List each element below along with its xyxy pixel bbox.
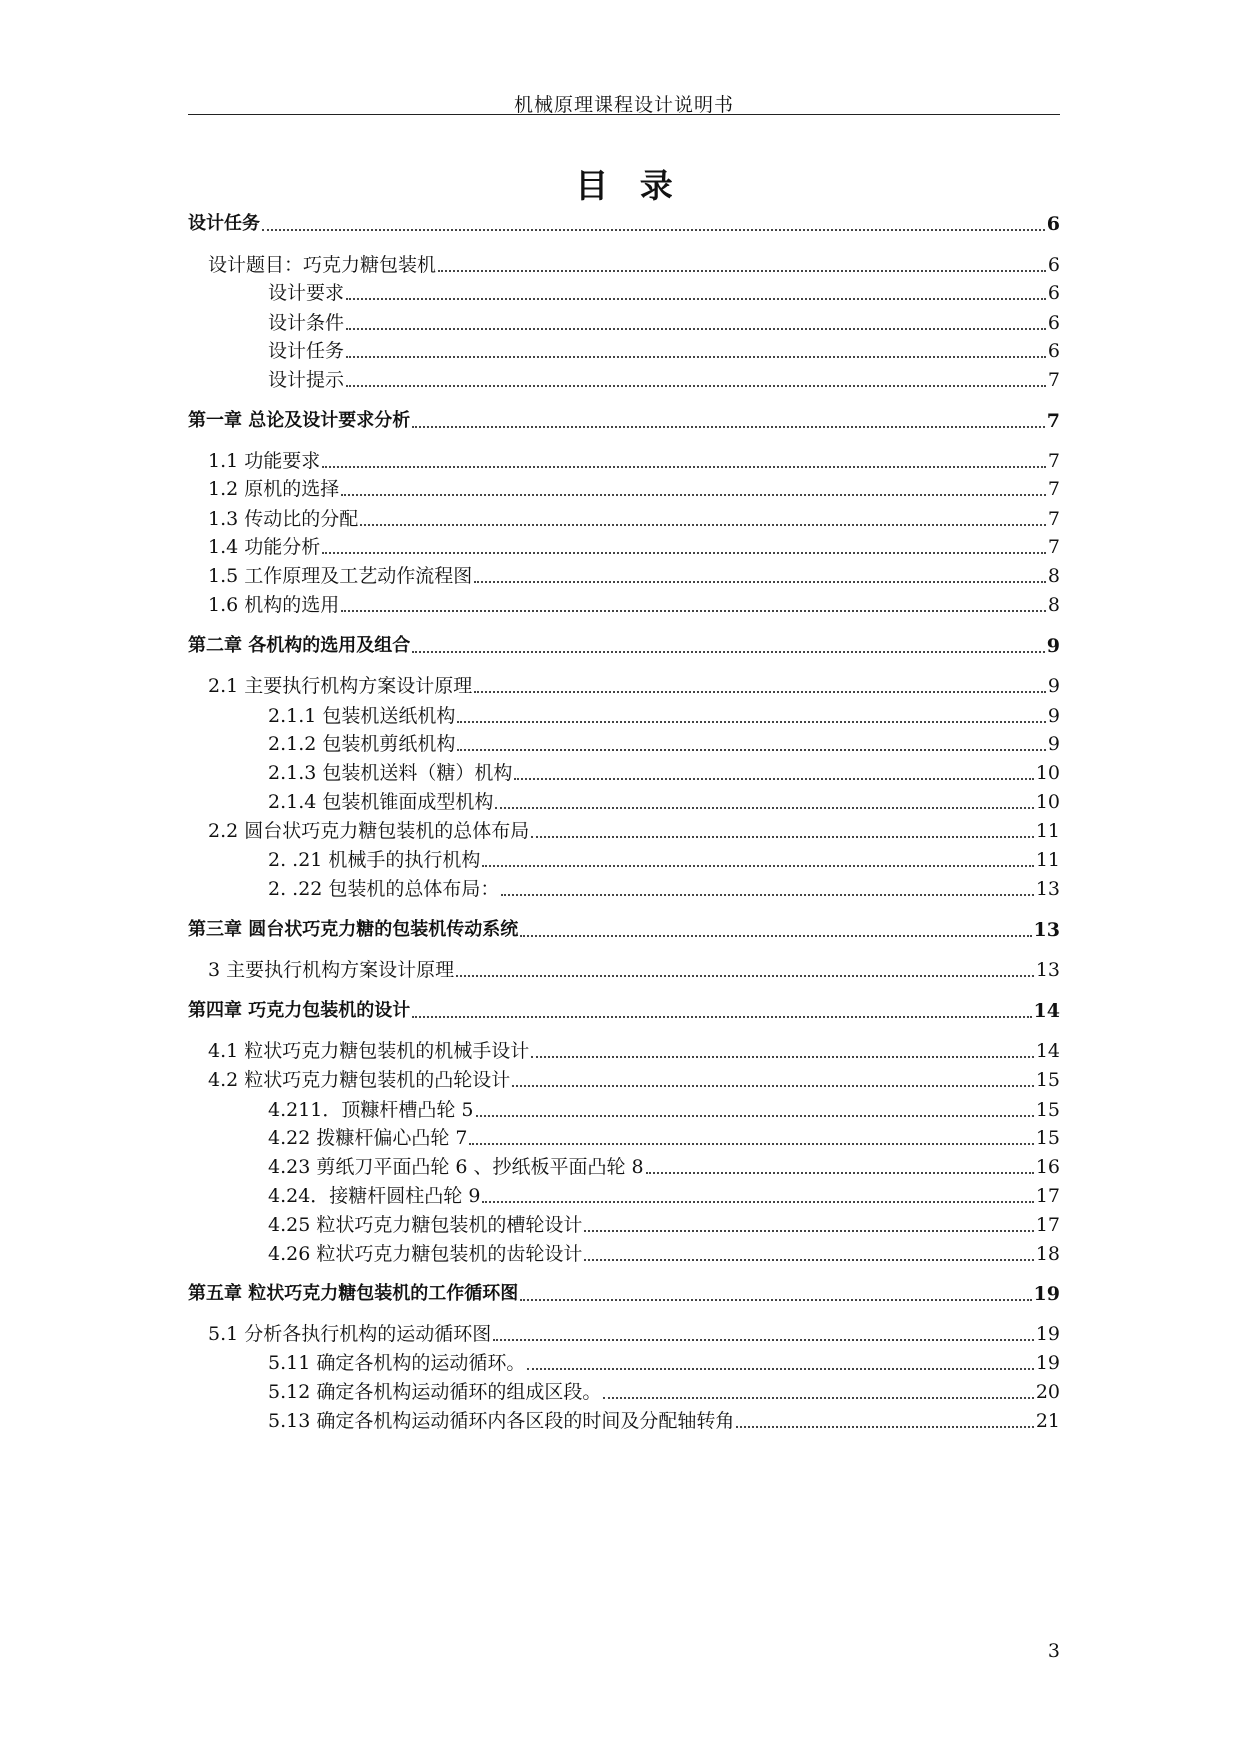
toc-entry-label: 4.22 拨糠杆偏心凸轮 7 xyxy=(268,1127,468,1149)
toc-entry-page: 15 xyxy=(1035,1099,1060,1121)
toc-entry-page: 6 xyxy=(1047,254,1060,276)
dot-leader xyxy=(584,1229,1033,1232)
dot-leader xyxy=(514,777,1033,780)
toc-entry-page: 13 xyxy=(1035,959,1060,981)
toc-entry-page: 7 xyxy=(1047,508,1060,530)
dot-leader xyxy=(736,1425,1033,1428)
toc-entry-label: 4.25 粒状巧克力糖包装机的槽轮设计 xyxy=(268,1214,583,1236)
toc-title: 目 录 xyxy=(575,166,673,205)
dot-leader xyxy=(262,228,1045,231)
toc-entry[interactable] xyxy=(188,557,1060,587)
toc-entry-label: 2.1.1 包装机送纸机构 xyxy=(268,705,456,727)
toc-entry-page: 19 xyxy=(1035,1352,1060,1374)
toc-entry[interactable] xyxy=(188,754,1060,784)
toc-entry-page: 14 xyxy=(1035,1040,1060,1062)
toc-entry-page: 13 xyxy=(1035,878,1060,900)
toc-entry-label: 1.3 传动比的分配 xyxy=(208,508,359,530)
dot-leader xyxy=(346,297,1046,300)
dot-leader xyxy=(512,1084,1034,1087)
toc-entry-page: 18 xyxy=(1035,1243,1060,1265)
toc-entry[interactable] xyxy=(188,500,1060,530)
toc-entry-label: 设计题目：巧克力糖包装机 xyxy=(208,254,437,276)
header-rule xyxy=(188,114,1060,115)
toc-entry-label: 第五章 粒状巧克力糖包装机的工作循环图 xyxy=(188,1283,519,1304)
dot-leader xyxy=(646,1171,1034,1174)
toc-entry-page: 14 xyxy=(1033,1000,1060,1022)
toc-entry-page: 6 xyxy=(1047,282,1060,304)
toc-entry-label: 2.1.4 包装机锥面成型机构 xyxy=(268,791,494,813)
toc-entry[interactable] xyxy=(188,697,1060,727)
toc-entry[interactable] xyxy=(188,586,1060,616)
toc-entry-page: 17 xyxy=(1035,1185,1060,1207)
dot-leader xyxy=(482,1200,1033,1203)
toc-entry[interactable] xyxy=(188,1091,1060,1121)
toc-entry[interactable] xyxy=(188,1315,1060,1345)
toc-entry-label: 5.13 确定各机构运动循环内各区段的时间及分配轴转角 xyxy=(268,1410,735,1432)
toc-entry[interactable] xyxy=(188,1177,1060,1207)
toc-entry-page: 17 xyxy=(1035,1214,1060,1236)
toc-entry-page: 11 xyxy=(1035,820,1060,842)
toc-entry-page: 10 xyxy=(1035,762,1060,784)
dot-leader xyxy=(493,1338,1034,1341)
toc-entry-label: 4.24．接糖杆圆柱凸轮 9 xyxy=(268,1185,481,1207)
toc-entry[interactable] xyxy=(188,841,1060,871)
toc-entry[interactable] xyxy=(188,246,1060,276)
dot-leader xyxy=(531,1055,1034,1058)
toc-entry-page: 16 xyxy=(1035,1156,1060,1178)
toc-entry-label: 5.12 确定各机构运动循环的组成区段。 xyxy=(268,1381,602,1403)
dot-leader xyxy=(584,1258,1033,1261)
toc-entry-label: 2.1.3 包装机送料（糖）机构 xyxy=(268,762,513,784)
toc-entry[interactable] xyxy=(188,1148,1060,1178)
toc-entry-page: 15 xyxy=(1035,1127,1060,1149)
toc-entry-page: 8 xyxy=(1047,594,1060,616)
toc-entry[interactable] xyxy=(188,470,1060,500)
toc-chapter-entry[interactable] xyxy=(188,911,1060,941)
toc-entry-page: 20 xyxy=(1035,1381,1060,1403)
toc-entry-page: 15 xyxy=(1035,1069,1060,1091)
toc-chapter-entry[interactable] xyxy=(188,627,1060,657)
dot-leader xyxy=(412,650,1045,653)
toc-entry-label: 4.211．顶糠杆槽凸轮 5 xyxy=(268,1099,474,1121)
dot-leader xyxy=(360,523,1046,526)
toc-entry-page: 7 xyxy=(1047,369,1060,391)
toc-chapter-entry[interactable] xyxy=(188,1275,1060,1305)
toc-entry[interactable] xyxy=(188,1235,1060,1265)
toc-entry[interactable] xyxy=(188,274,1060,304)
toc-entry[interactable] xyxy=(188,1032,1060,1062)
toc-entry-label: 2. .22 包装机的总体布局： xyxy=(268,878,500,900)
toc-entry-page: 8 xyxy=(1047,565,1060,587)
dot-leader xyxy=(457,748,1046,751)
toc-entry-label: 设计任务 xyxy=(268,340,345,362)
toc-entry[interactable] xyxy=(188,812,1060,842)
dot-leader xyxy=(520,1298,1031,1301)
dot-leader xyxy=(346,355,1046,358)
toc-entry[interactable] xyxy=(188,870,1060,900)
toc-chapter-entry[interactable] xyxy=(188,992,1060,1022)
toc-entry-page: 6 xyxy=(1046,213,1060,235)
toc-entry-label: 1.2 原机的选择 xyxy=(208,478,340,500)
toc-entry-label: 1.5 工作原理及工艺动作流程图 xyxy=(208,565,473,587)
dot-leader xyxy=(456,974,1034,977)
running-header: 机械原理课程设计说明书 xyxy=(513,94,734,116)
toc-entry-page: 7 xyxy=(1047,450,1060,472)
dot-leader xyxy=(346,327,1046,330)
toc-entry-label: 设计任务 xyxy=(188,213,260,234)
dot-leader xyxy=(438,269,1046,272)
dot-leader xyxy=(531,835,1034,838)
toc-entry-label: 设计提示 xyxy=(268,369,345,391)
dot-leader xyxy=(482,864,1033,867)
dot-leader xyxy=(322,551,1046,554)
toc-entry-page: 9 xyxy=(1047,705,1060,727)
toc-entry-page: 7 xyxy=(1047,478,1060,500)
toc-entry[interactable] xyxy=(188,1402,1060,1432)
dot-leader xyxy=(474,690,1046,693)
toc-entry-label: 第四章 巧克力包装机的设计 xyxy=(188,1000,411,1021)
toc-entry-label: 1.1 功能要求 xyxy=(208,450,321,472)
toc-entry-page: 13 xyxy=(1033,919,1060,941)
toc-entry-label: 2.1 主要执行机构方案设计原理 xyxy=(208,675,473,697)
toc-entry[interactable] xyxy=(188,1206,1060,1236)
toc-entry-label: 4.2 粒状巧克力糖包装机的凸轮设计 xyxy=(208,1069,511,1091)
toc-entry-page: 21 xyxy=(1035,1410,1060,1432)
dot-leader xyxy=(501,893,1033,896)
toc-entry[interactable] xyxy=(188,1119,1060,1149)
toc-entry-page: 7 xyxy=(1047,536,1060,558)
dot-leader xyxy=(474,580,1046,583)
toc-entry-page: 9 xyxy=(1047,675,1060,697)
page-number: 3 xyxy=(1047,1640,1060,1662)
toc-entry[interactable] xyxy=(188,951,1060,981)
toc-entry-label: 第二章 各机构的选用及组合 xyxy=(188,635,411,656)
dot-leader xyxy=(346,384,1046,387)
toc-entry-page: 6 xyxy=(1047,340,1060,362)
toc-entry-label: 设计条件 xyxy=(268,312,345,334)
toc-entry-page: 9 xyxy=(1046,635,1060,657)
toc-entry-page: 7 xyxy=(1046,410,1060,432)
dot-leader xyxy=(469,1142,1033,1145)
toc-entry-label: 2.1.2 包装机剪纸机构 xyxy=(268,733,456,755)
toc-entry[interactable] xyxy=(188,667,1060,697)
toc-entry[interactable] xyxy=(188,783,1060,813)
dot-leader xyxy=(341,493,1046,496)
toc-entry-page: 9 xyxy=(1047,733,1060,755)
toc-entry[interactable] xyxy=(188,304,1060,334)
toc-entry-page: 19 xyxy=(1033,1283,1060,1305)
dot-leader xyxy=(476,1114,1034,1117)
dot-leader xyxy=(457,720,1046,723)
toc-entry[interactable] xyxy=(188,1061,1060,1091)
toc-entry-label: 设计要求 xyxy=(268,282,345,304)
toc-entry[interactable] xyxy=(188,528,1060,558)
toc-entry-label: 1.4 功能分析 xyxy=(208,536,321,558)
toc-entry-page: 6 xyxy=(1047,312,1060,334)
toc-entry[interactable] xyxy=(188,332,1060,362)
toc-chapter-entry[interactable] xyxy=(188,205,1060,235)
dot-leader xyxy=(341,609,1046,612)
toc-entry[interactable] xyxy=(188,1373,1060,1403)
toc-chapter-entry[interactable] xyxy=(188,402,1060,432)
dot-leader xyxy=(603,1396,1033,1399)
document-page xyxy=(188,0,1060,1754)
toc-entry-label: 2. .21 机械手的执行机构 xyxy=(268,849,481,871)
toc-entry-label: 4.23 剪纸刀平面凸轮 6 、抄纸板平面凸轮 8 xyxy=(268,1156,644,1178)
toc-entry-page: 10 xyxy=(1035,791,1060,813)
toc-entry-label: 1.6 机构的选用 xyxy=(208,594,340,616)
toc-entry[interactable] xyxy=(188,361,1060,391)
toc-entry-label: 2.2 圆台状巧克力糖包装机的总体布局 xyxy=(208,820,530,842)
toc-entry-label: 第三章 圆台状巧克力糖的包装机传动系统 xyxy=(188,919,519,940)
toc-entry-label: 5.11 确定各机构的运动循环。 xyxy=(268,1352,526,1374)
toc-entry-label: 3 主要执行机构方案设计原理 xyxy=(208,959,455,981)
toc-entry[interactable] xyxy=(188,725,1060,755)
toc-entry[interactable] xyxy=(188,442,1060,472)
dot-leader xyxy=(520,934,1031,937)
toc-entry-label: 5.1 分析各执行机构的运动循环图 xyxy=(208,1323,492,1345)
dot-leader xyxy=(412,425,1045,428)
toc-entry-label: 第一章 总论及设计要求分析 xyxy=(188,410,411,431)
toc-entry-page: 11 xyxy=(1035,849,1060,871)
toc-entry[interactable] xyxy=(188,1344,1060,1374)
toc-entry-label: 4.26 粒状巧克力糖包装机的齿轮设计 xyxy=(268,1243,583,1265)
dot-leader xyxy=(495,806,1033,809)
dot-leader xyxy=(527,1367,1033,1370)
toc-entry-page: 19 xyxy=(1035,1323,1060,1345)
dot-leader xyxy=(412,1015,1031,1018)
dot-leader xyxy=(322,465,1046,468)
toc-entry-label: 4.1 粒状巧克力糖包装机的机械手设计 xyxy=(208,1040,530,1062)
